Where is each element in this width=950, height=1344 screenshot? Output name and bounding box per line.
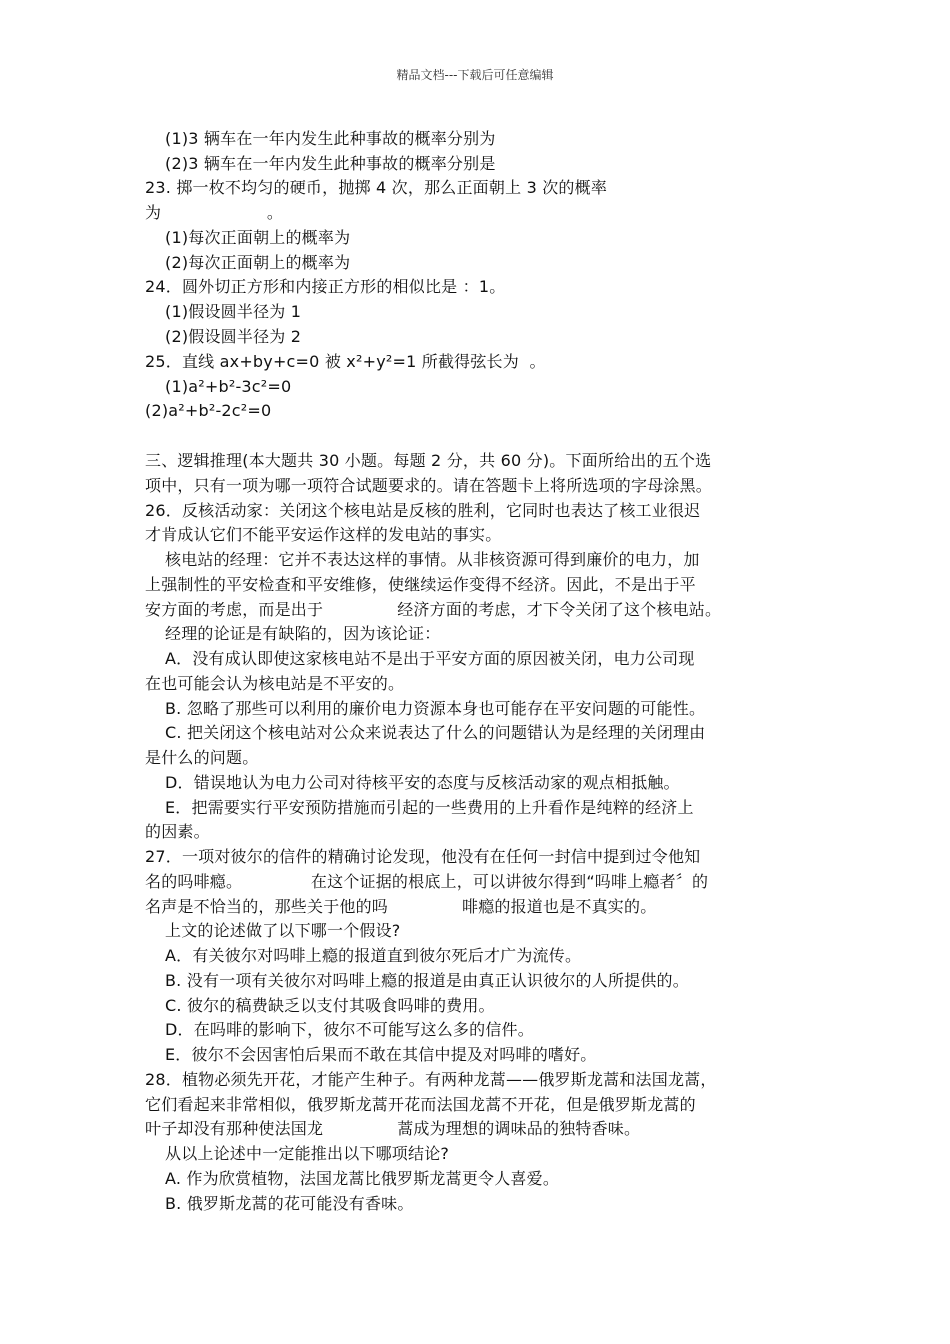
q26-option-b: B. 忽略了那些可以利用的廉价电力资源本身也可能存在平安问题的可能性。 xyxy=(165,699,706,718)
q26-option-a-line-1: A．没有成认即使这家核电站不是出于平安方面的原因被关闭，电力公司现 xyxy=(165,649,695,668)
q26-stem-line-1: 26．反核活动家：关闭这个核电站是反核的胜利，它同时也表达了核工业很迟 xyxy=(145,501,701,520)
q24-stem: 24．圆外切正方形和内接正方形的相似比是 ：1。 xyxy=(145,277,506,296)
q26-question: 经理的论证是有缺陷的，因为该论证： xyxy=(165,624,441,643)
q27-option-e: E．彼尔不会因害怕后果而不敢在其信中提及对吗啡的嗜好。 xyxy=(165,1045,597,1064)
page-header: 精品文档---下载后可任意编辑 xyxy=(396,68,554,82)
q26-manager-line-1: 核电站的经理：它并不表达这样的事情。从非核资源可得到廉价的电力，加 xyxy=(165,550,700,569)
q28-option-a: A. 作为欣赏植物，法国龙蒿比俄罗斯龙蒿更令人喜爱。 xyxy=(165,1169,560,1188)
q27-stem-line-1: 27．一项对彼尔的信件的精确讨论发现，他没有在任何一封信中提到过令他知 xyxy=(145,847,701,866)
q26-option-d: D．错误地认为电力公司对待核平安的态度与反核活动家的观点相抵触。 xyxy=(165,773,680,792)
q25-option-1: (1)a²+b²-3c²=0 xyxy=(165,377,292,396)
q26-manager-line-2: 上强制性的平安检查和平安维修，使继续运作变得不经济。因此，不是出于平 xyxy=(145,575,696,594)
q27-option-b: B. 没有一项有关彼尔对吗啡上瘾的报道是由真正认识彼尔的人所提供的。 xyxy=(165,971,689,990)
q26-option-c-line-1: C. 把关闭这个核电站对公众来说表达了什么的问题错认为是经理的关闭理由 xyxy=(165,723,706,742)
q27-option-a: A．有关彼尔对吗啡上瘾的报道直到彼尔死后才广为流传。 xyxy=(165,946,582,965)
q27-option-c: C. 彼尔的稿费缺乏以支付其吸食吗啡的费用。 xyxy=(165,996,495,1015)
q25-stem: 25．直线 ax+by+c=0 被 x²+y²=1 所截得弦长为 。 xyxy=(145,352,546,371)
q26-option-e-line-1: E．把需要实行平安预防措施而引起的一些费用的上升看作是纯粹的经济上 xyxy=(165,798,694,817)
section3-intro-line-1: 三、逻辑推理(本大题共 30 小题。每题 2 分，共 60 分)。下面所给出的五个选 xyxy=(145,451,712,470)
q22-option-1: (1)3 辆车在一年内发生此种事故的概率分别为 xyxy=(165,129,496,148)
section3-intro-line-2: 项中，只有一项为哪一项符合试题要求的。请在答题卡上将所选项的字母涂黑。 xyxy=(145,476,713,495)
q23-stem-line-1: 23. 掷一枚不均匀的硬币，抛掷 4 次，那么正面朝上 3 次的概率 xyxy=(145,178,608,197)
q27-stem-line-2: 名的吗啡瘾。 在这个证据的根底上，可以讲彼尔得到“吗啡上瘾者〞的 xyxy=(145,872,709,891)
q27-question: 上文的论述做了以下哪一个假设? xyxy=(165,921,401,940)
q26-stem-line-2: 才肯成认它们不能平安运作这样的发电站的事实。 xyxy=(145,525,502,544)
q23-stem-line-2: 为 。 xyxy=(145,203,284,222)
q24-option-2: (2)假设圆半径为 2 xyxy=(165,327,302,346)
q28-option-b: B. 俄罗斯龙蒿的花可能没有香味。 xyxy=(165,1194,414,1213)
q27-option-d: D．在吗啡的影响下，彼尔不可能写这么多的信件。 xyxy=(165,1020,534,1039)
q23-option-1: (1)每次正面朝上的概率为 xyxy=(165,228,351,247)
q24-option-1: (1)假设圆半径为 1 xyxy=(165,302,302,321)
q28-stem-line-1: 28．植物必须先开花，才能产生种子。有两种龙蒿——俄罗斯龙蒿和法国龙蒿， xyxy=(145,1070,717,1089)
q27-stem-line-3: 名声是不恰当的，那些关于他的吗 啡瘾的报道也是不真实的。 xyxy=(145,897,657,916)
q26-option-c-line-2: 是什么的问题。 xyxy=(145,748,259,767)
q28-stem-line-3: 叶子却没有那种使法国龙 蒿成为理想的调味品的独特香味。 xyxy=(145,1119,641,1138)
q26-option-e-line-2: 的因素。 xyxy=(145,822,210,841)
q28-stem-line-2: 它们看起来非常相似，俄罗斯龙蒿开花而法国龙蒿不开花，但是俄罗斯龙蒿的 xyxy=(145,1095,696,1114)
q25-option-2: (2)a²+b²-2c²=0 xyxy=(145,401,272,420)
q26-manager-line-3: 安方面的考虑，而是出于 经济方面的考虑，才下令关闭了这个核电站。 xyxy=(145,600,722,619)
q26-option-a-line-2: 在也可能会认为核电站是不平安的。 xyxy=(145,674,405,693)
q22-option-2: (2)3 辆车在一年内发生此种事故的概率分别是 xyxy=(165,154,496,173)
q23-option-2: (2)每次正面朝上的概率为 xyxy=(165,253,351,272)
q28-question: 从以上论述中一定能推出以下哪项结论? xyxy=(165,1144,450,1163)
